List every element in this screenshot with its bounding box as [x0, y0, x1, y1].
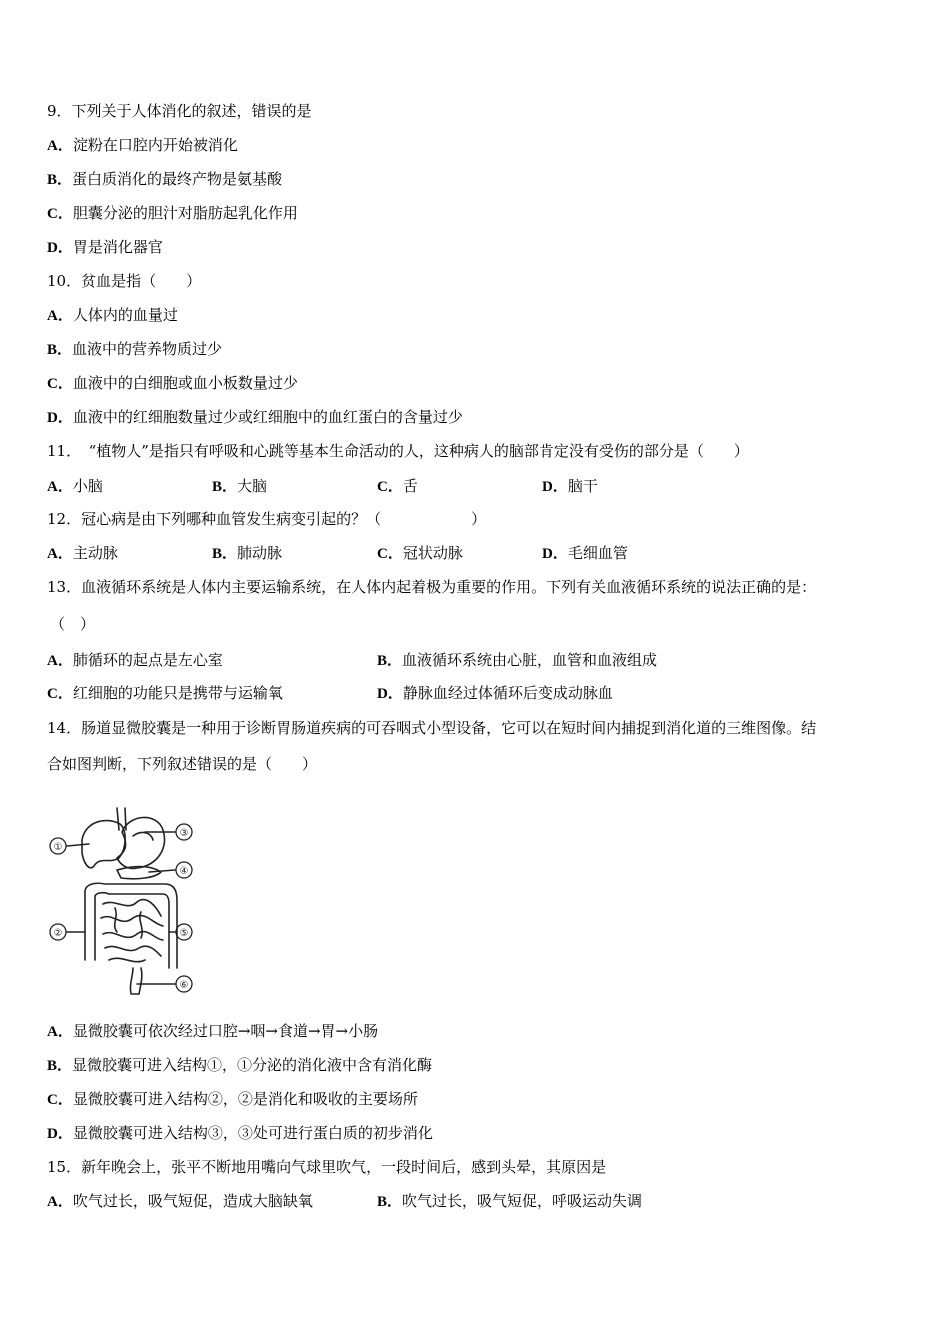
q10-option-c[interactable]: C．血液中的白细胞或血小板数量过少: [47, 374, 298, 392]
q13-option-b[interactable]: B．血液循环系统由心脏，血管和血液组成: [377, 651, 658, 669]
q9-option-b[interactable]: B．蛋白质消化的最终产物是氨基酸: [47, 170, 283, 188]
q9-option-a[interactable]: A．淀粉在口腔内开始被消化: [47, 136, 238, 154]
q11-option-b[interactable]: B．大脑: [212, 477, 268, 495]
q10-option-b[interactable]: B．血液中的营养物质过少: [47, 340, 223, 358]
q12-option-c[interactable]: C．冠状动脉: [377, 544, 463, 562]
esophagus-shape: [117, 808, 119, 830]
question-15-stem: 15．新年晚会上，张平不断地用嘴向气球里吹气，一段时间后，感到头晕，其原因是: [47, 1158, 607, 1176]
q13-option-a[interactable]: A．肺循环的起点是左心室: [47, 651, 223, 669]
q12-option-b[interactable]: B．肺动脉: [212, 544, 283, 562]
question-13-stem-cont: （ ）: [50, 615, 96, 633]
figure-label-5: ⑤: [179, 928, 189, 939]
q12-option-a[interactable]: A．主动脉: [47, 544, 118, 562]
q11-option-c[interactable]: C．舌: [377, 477, 418, 495]
rectum-shape: [130, 968, 141, 994]
question-14-stem: 14．肠道显微胶囊是一种用于诊断胃肠道疾病的可吞咽式小型设备，它可以在短时间内捕捉到消化道的三维图像。结: [47, 719, 817, 737]
question-9-stem: 9．下列关于人体消化的叙述，错误的是: [47, 102, 312, 120]
figure-label-3: ③: [179, 828, 189, 839]
question-10-stem: 10．贫血是指（ ）: [47, 272, 202, 290]
figure-label-1: ①: [53, 842, 63, 853]
question-11-stem: 11． “植物人”是指只有呼吸和心跳等基本生命活动的人，这种病人的脑部肯定没有受伤的部分是（ ）: [47, 442, 749, 460]
figure-label-2: ②: [53, 928, 63, 939]
q15-option-a[interactable]: A．吹气过长，吸气短促，造成大脑缺氧: [47, 1192, 313, 1210]
q14-option-c[interactable]: C．显微胶囊可进入结构②，②是消化和吸收的主要场所: [47, 1090, 418, 1108]
q13-option-d[interactable]: D．静脉血经过体循环后变成动脉血: [377, 684, 613, 702]
q11-option-d[interactable]: D．脑干: [542, 477, 598, 495]
q14-option-b[interactable]: B．显微胶囊可进入结构①，①分泌的消化液中含有消化酶: [47, 1056, 433, 1074]
q11-option-a[interactable]: A．小脑: [47, 477, 103, 495]
question-13-stem: 13．血液循环系统是人体内主要运输系统，在人体内起着极为重要的作用。下列有关血液循环系统的说法正确的是：: [47, 578, 817, 596]
figure-label-6: ⑥: [179, 980, 189, 991]
q14-option-d[interactable]: D．显微胶囊可进入结构③，③处可进行蛋白质的初步消化: [47, 1124, 433, 1142]
q10-option-a[interactable]: A．人体内的血量过: [47, 306, 178, 324]
q10-option-d[interactable]: D．血液中的红细胞数量过少或红细胞中的血红蛋白的含量过少: [47, 408, 463, 426]
question-12-stem: 12．冠心病是由下列哪种血管发生病变引起的？（ ）: [47, 510, 487, 528]
q15-option-b[interactable]: B．吹气过长，吸气短促，呼吸运动失调: [377, 1192, 643, 1210]
figure-label-4: ④: [179, 866, 189, 877]
digestive-system-diagram: [45, 800, 200, 1000]
small-intestine-shape: [101, 900, 163, 962]
q9-option-d[interactable]: D．胃是消化器官: [47, 238, 163, 256]
q12-option-d[interactable]: D．毛细血管: [542, 544, 628, 562]
q13-option-c[interactable]: C．红细胞的功能只是携带与运输氧: [47, 684, 283, 702]
question-14-stem-cont: 合如图判断，下列叙述错误的是（ ）: [47, 755, 318, 773]
q9-option-c[interactable]: C．胆囊分泌的胆汁对脂肪起乳化作用: [47, 204, 298, 222]
q14-option-a[interactable]: A．显微胶囊可依次经过口腔→咽→食道→胃→小肠: [47, 1022, 379, 1040]
